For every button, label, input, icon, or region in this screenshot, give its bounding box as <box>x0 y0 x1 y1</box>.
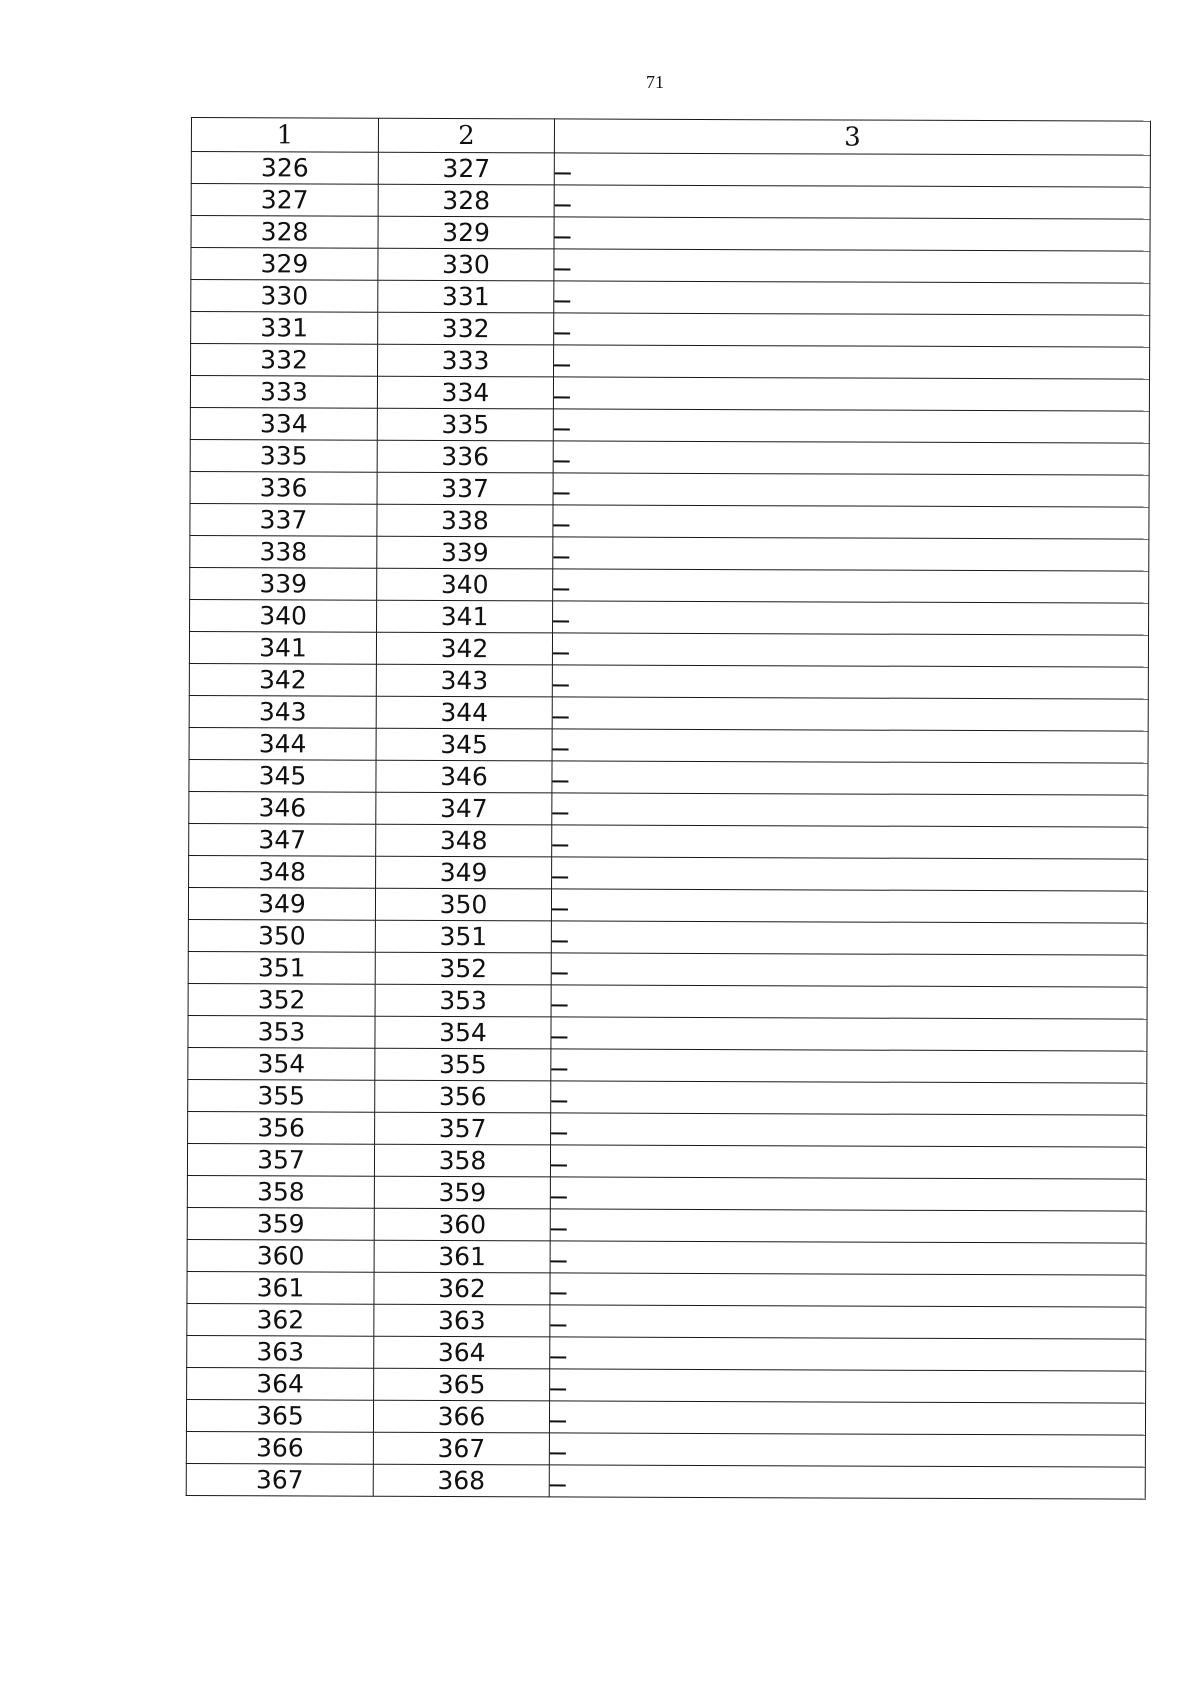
table-header-row <box>191 118 1150 156</box>
table-row <box>188 1015 1147 1051</box>
dash-mark <box>553 716 569 718</box>
dash-mark <box>554 364 570 366</box>
table-cell-col1: 333 <box>190 376 377 409</box>
table-cell-col1: 327 <box>191 184 378 217</box>
table-row <box>189 695 1148 731</box>
column-header-1: 1 <box>191 118 378 153</box>
table-cell-col3 <box>552 633 1148 667</box>
dash-mark <box>551 1132 567 1134</box>
table-cell-col3 <box>553 601 1149 635</box>
table-cell-col1: 353 <box>188 1015 375 1048</box>
dash-mark <box>553 588 569 590</box>
dash-mark <box>550 1388 566 1390</box>
dash-mark <box>554 460 570 462</box>
dash-mark <box>551 1068 567 1070</box>
table-cell-col1: 359 <box>187 1207 374 1240</box>
table-row <box>190 599 1149 635</box>
table-cell-col2: 359 <box>374 1176 550 1209</box>
table-row <box>191 216 1150 252</box>
column-header-3: 3 <box>554 119 1150 155</box>
table-cell-col3 <box>551 921 1147 955</box>
table-row <box>187 1143 1146 1179</box>
dash-mark <box>552 780 568 782</box>
table-row <box>186 1399 1145 1435</box>
page-number: 71 <box>646 72 664 92</box>
table-cell-col3 <box>550 1337 1146 1371</box>
table-row <box>189 727 1148 763</box>
dash-mark <box>554 428 570 430</box>
table-cell-col3 <box>552 761 1148 795</box>
table-cell-col1: 326 <box>191 152 378 185</box>
table-row <box>190 376 1149 412</box>
table-cell-col2: 365 <box>374 1368 550 1401</box>
table-cell-col2: 338 <box>377 504 553 537</box>
table-row <box>188 887 1147 923</box>
table-cell-col3 <box>550 1241 1146 1275</box>
dash-mark <box>552 1004 568 1006</box>
table-cell-col3 <box>550 1273 1146 1307</box>
table-cell-col2: 337 <box>377 472 553 505</box>
table-row <box>188 983 1147 1019</box>
dash-mark <box>550 1292 566 1294</box>
table-cell-col1: 350 <box>188 919 375 952</box>
table-row <box>191 152 1150 188</box>
table-row <box>190 567 1149 603</box>
dash-mark <box>550 1420 566 1422</box>
table-cell-col2: 343 <box>376 664 552 697</box>
table-cell-col2: 356 <box>375 1080 551 1113</box>
table-cell-col1: 346 <box>189 791 376 824</box>
table-cell-col2: 344 <box>376 696 552 729</box>
table-cell-col1: 367 <box>186 1463 373 1496</box>
table-cell-col1: 357 <box>187 1143 374 1176</box>
table-cell-col1: 349 <box>188 887 375 920</box>
dash-mark <box>550 1324 566 1326</box>
table-row <box>191 344 1150 380</box>
table-cell-col1: 340 <box>190 599 377 632</box>
dash-mark <box>553 620 569 622</box>
dash-mark <box>552 812 568 814</box>
table-row <box>187 1239 1146 1275</box>
dash-mark <box>555 172 571 174</box>
table-cell-col3 <box>551 1017 1147 1051</box>
table-cell-col2: 327 <box>378 152 554 185</box>
table-row <box>188 1111 1147 1147</box>
table-row <box>186 1431 1145 1467</box>
table-cell-col2: 354 <box>375 1016 551 1049</box>
table-cell-col3 <box>554 345 1150 379</box>
table-cell-col3 <box>554 313 1150 347</box>
table-cell-col2: 342 <box>376 632 552 665</box>
table-cell-col1: 361 <box>187 1271 374 1304</box>
table-row <box>188 1079 1147 1115</box>
table-cell-col3 <box>551 953 1147 987</box>
table-row <box>188 1047 1147 1083</box>
table-cell-col1: 335 <box>190 439 377 472</box>
table-cell-col2: 348 <box>376 824 552 857</box>
dash-mark <box>553 556 569 558</box>
table-row <box>191 248 1150 284</box>
dash-mark <box>553 652 569 654</box>
table-row <box>190 407 1149 443</box>
table-cell-col1: 365 <box>186 1399 373 1432</box>
table-row <box>190 503 1149 539</box>
dash-mark <box>554 300 570 302</box>
table-cell-col2: 368 <box>373 1464 549 1497</box>
table-header <box>191 118 1150 156</box>
table-cell-col1: 341 <box>189 631 376 664</box>
table-cell-col1: 352 <box>188 983 375 1016</box>
table-row <box>190 535 1149 571</box>
table-row <box>187 1303 1146 1339</box>
table-cell-col2: 363 <box>374 1304 550 1337</box>
table-cell-col1: 366 <box>186 1431 373 1464</box>
column-header-2: 2 <box>378 118 554 153</box>
dash-mark <box>552 940 568 942</box>
dash-mark <box>554 332 570 334</box>
table-cell-col3 <box>549 1465 1145 1499</box>
table-cell-col3 <box>552 665 1148 699</box>
table-cell-col2: 335 <box>377 408 553 441</box>
table-cell-col1: 334 <box>190 407 377 440</box>
table-cell-col2: 346 <box>376 760 552 793</box>
table-cell-col2: 364 <box>374 1336 550 1369</box>
table-cell-col1: 348 <box>189 855 376 888</box>
table-cell-col3 <box>552 729 1148 763</box>
table-row <box>189 631 1148 667</box>
table-cell-col2: 351 <box>375 920 551 953</box>
dash-mark <box>552 876 568 878</box>
table-cell-col1: 358 <box>187 1175 374 1208</box>
table-row <box>190 439 1149 475</box>
table-cell-col2: 367 <box>373 1432 549 1465</box>
table-row <box>189 663 1148 699</box>
table-cell-col3 <box>551 985 1147 1019</box>
dash-mark <box>554 268 570 270</box>
table-cell-col3 <box>550 1145 1146 1179</box>
table-cell-col2: 358 <box>374 1144 550 1177</box>
table-cell-col2: 341 <box>377 600 553 633</box>
table-cell-col1: 339 <box>190 567 377 600</box>
table-cell-col3 <box>551 1049 1147 1083</box>
table-cell-col1: 362 <box>187 1303 374 1336</box>
table-cell-col2: 355 <box>375 1048 551 1081</box>
table-cell-col3 <box>552 825 1148 859</box>
table-cell-col3 <box>553 505 1149 539</box>
table-row <box>187 1367 1146 1403</box>
table-row <box>191 312 1150 348</box>
dash-mark <box>553 748 569 750</box>
table-cell-col2: 329 <box>378 216 554 249</box>
table-row <box>187 1335 1146 1371</box>
table-row <box>191 184 1150 220</box>
table-cell-col1: 356 <box>188 1111 375 1144</box>
table-cell-col1: 342 <box>189 663 376 696</box>
table-cell-col3 <box>552 697 1148 731</box>
table-row <box>191 280 1150 316</box>
table-cell-col2: 331 <box>378 280 554 313</box>
table-cell-col1: 338 <box>190 535 377 568</box>
table-cell-col2: 347 <box>376 792 552 825</box>
dash-mark <box>552 908 568 910</box>
table-cell-col3 <box>552 857 1148 891</box>
table-row <box>189 855 1148 891</box>
table-cell-col2: 357 <box>375 1112 551 1145</box>
dash-mark <box>551 1196 567 1198</box>
table-cell-col3 <box>552 793 1148 827</box>
dash-mark <box>554 396 570 398</box>
dash-mark <box>551 1100 567 1102</box>
table-cell-col1: 351 <box>188 951 375 984</box>
table-cell-col3 <box>550 1369 1146 1403</box>
data-table <box>186 117 1151 1500</box>
table-cell-col1: 355 <box>188 1079 375 1112</box>
table-cell-col2: 360 <box>374 1208 550 1241</box>
table-cell-col3 <box>553 377 1149 411</box>
table-cell-col3 <box>553 409 1149 443</box>
table-cell-col3 <box>553 537 1149 571</box>
table-cell-col1: 329 <box>191 248 378 281</box>
table-cell-col3 <box>551 1113 1147 1147</box>
table-cell-col3 <box>554 281 1150 315</box>
dash-mark <box>552 844 568 846</box>
dash-mark <box>550 1356 566 1358</box>
dash-mark <box>551 1164 567 1166</box>
dash-mark <box>553 684 569 686</box>
table-cell-col1: 345 <box>189 759 376 792</box>
dash-mark <box>550 1452 566 1454</box>
dash-mark <box>551 1260 567 1262</box>
table-row <box>188 919 1147 955</box>
dash-mark <box>551 1228 567 1230</box>
dash-mark <box>555 236 571 238</box>
table-cell-col3 <box>554 185 1150 219</box>
table-row <box>187 1207 1146 1243</box>
table-cell-col1: 336 <box>190 471 377 504</box>
dash-mark <box>553 524 569 526</box>
table-cell-col2: 353 <box>375 984 551 1017</box>
table-body <box>186 152 1150 1500</box>
table-cell-col2: 336 <box>377 440 553 473</box>
table-cell-col1: 343 <box>189 695 376 728</box>
table-cell-col1: 330 <box>191 280 378 313</box>
table-cell-col1: 337 <box>190 503 377 536</box>
table-cell-col2: 333 <box>378 344 554 377</box>
table-cell-col3 <box>550 1177 1146 1211</box>
table-cell-col3 <box>551 889 1147 923</box>
table-row <box>189 759 1148 795</box>
table-cell-col2: 340 <box>377 568 553 601</box>
table-row <box>186 1463 1145 1499</box>
table-cell-col2: 339 <box>377 536 553 569</box>
table-row <box>188 951 1147 987</box>
table-cell-col3 <box>553 441 1149 475</box>
table-cell-col2: 366 <box>373 1400 549 1433</box>
table-cell-col1: 364 <box>187 1367 374 1400</box>
table-cell-col3 <box>554 153 1150 187</box>
table-row <box>187 1271 1146 1307</box>
dash-mark <box>550 1484 566 1486</box>
table-cell-col3 <box>554 249 1150 283</box>
table-row <box>190 471 1149 507</box>
table-cell-col2: 328 <box>378 184 554 217</box>
table-cell-col1: 328 <box>191 216 378 249</box>
table-cell-col3 <box>549 1401 1145 1435</box>
table-cell-col1: 363 <box>187 1335 374 1368</box>
table-cell-col2: 361 <box>374 1240 550 1273</box>
table-cell-col2: 349 <box>376 856 552 889</box>
table-cell-col1: 347 <box>189 823 376 856</box>
table-cell-col3 <box>549 1433 1145 1467</box>
table-cell-col2: 345 <box>376 728 552 761</box>
table-cell-col2: 362 <box>374 1272 550 1305</box>
table-cell-col2: 350 <box>375 888 551 921</box>
table-cell-col1: 360 <box>187 1239 374 1272</box>
table-cell-col1: 331 <box>191 312 378 345</box>
table-cell-col3 <box>553 473 1149 507</box>
table-row <box>189 823 1148 859</box>
table-cell-col1: 354 <box>188 1047 375 1080</box>
table-cell-col3 <box>551 1081 1147 1115</box>
table-cell-col2: 334 <box>377 376 553 409</box>
table-cell-col3 <box>553 569 1149 603</box>
table-cell-col3 <box>554 217 1150 251</box>
dash-mark <box>551 1036 567 1038</box>
table-cell-col3 <box>550 1209 1146 1243</box>
dash-mark <box>554 492 570 494</box>
table-cell-col2: 352 <box>375 952 551 985</box>
table-cell-col2: 332 <box>378 312 554 345</box>
table-row <box>187 1175 1146 1211</box>
table-cell-col3 <box>550 1305 1146 1339</box>
table-row <box>189 791 1148 827</box>
dash-mark <box>552 972 568 974</box>
dash-mark <box>555 204 571 206</box>
table-cell-col1: 344 <box>189 727 376 760</box>
table-cell-col2: 330 <box>378 248 554 281</box>
table-cell-col1: 332 <box>191 344 378 377</box>
